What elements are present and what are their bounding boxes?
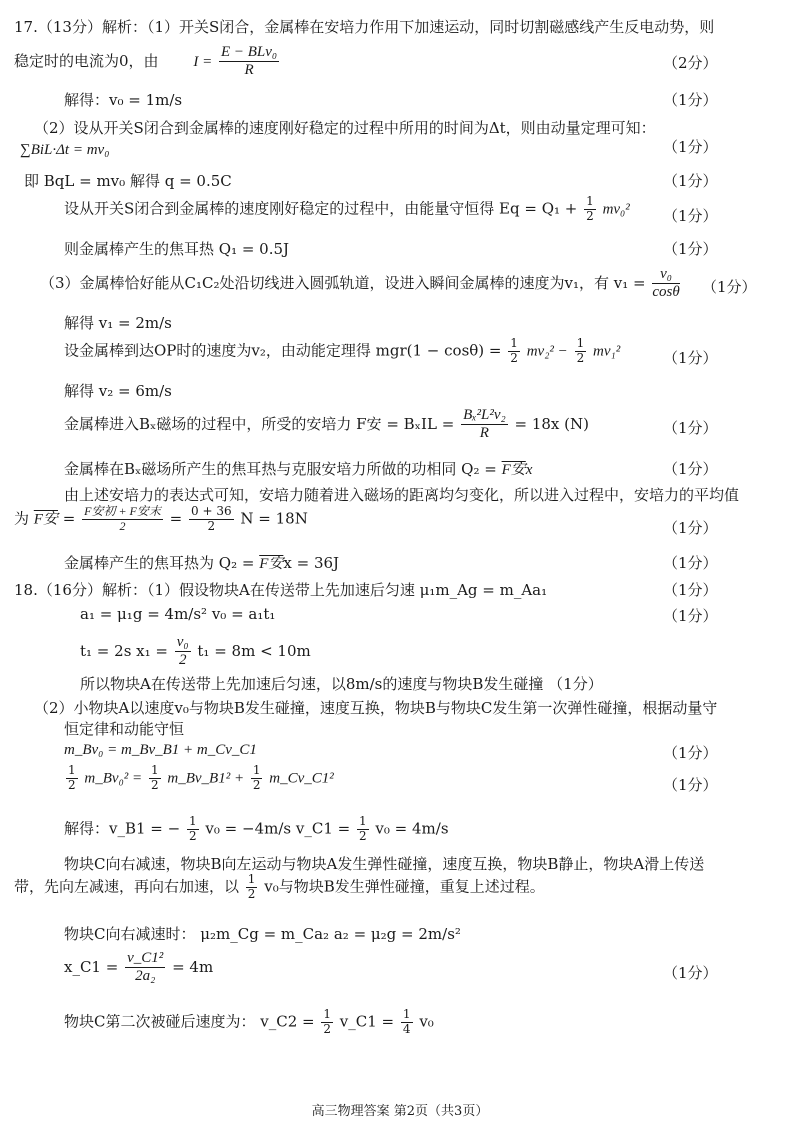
q17-line-2: 稳定时的电流为0，由 I = $\frac{\text{E − BLv₀}}{R}$ bbox=[14, 44, 278, 79]
q17-line-9: （3）金属棒恰好能从C₁C₂处沿切线进入圆弧轨道，设进入瞬间金属棒的速度为v₁，有 v₁ = $\frac{\text{v₀}}{\cos\theta}$ bbox=[40, 266, 680, 301]
q17-line-15: 由上述安培力的表达式可知，安培力随着进入磁场的距离均匀变化，所以进入过程中，安培力的平均值 bbox=[64, 486, 740, 504]
q18-line-12: 物块C向右减速时： μ₂m_Cg = m_Ca₂ a₂ = μ₂g = 2m/s² bbox=[64, 925, 461, 943]
q17-line-12: 解得 v₂ = 6m/s bbox=[64, 382, 172, 400]
score: （1分） bbox=[663, 581, 718, 599]
score: （1分） bbox=[663, 744, 718, 762]
score: （1分） bbox=[663, 554, 718, 572]
current-fraction: $\frac{\text{E − BLv₀}}{R}$ bbox=[220, 44, 278, 79]
q17-line-16: 为 F安 = $\frac{\text{F安初 + F安末}}{2}$ = $\frac{0 + 36}{2}$ N = 18N bbox=[14, 504, 308, 533]
score: （1分） bbox=[663, 419, 718, 437]
q17-line-4: （2）设从开关S闭合到金属棒的速度刚好稳定的过程中所用的时间为Δt，则由动量定理可知： bbox=[34, 119, 656, 137]
q18-line-1: 18.（16分）解析：（1）假设物块A在传送带上先加速后匀速 μ₁m_Ag = m_Aa₁ bbox=[14, 581, 548, 599]
page-footer: 高三物理答案 第2页（共3页） bbox=[311, 1104, 489, 1119]
score: （1分） bbox=[663, 349, 718, 367]
score: （1分） bbox=[663, 240, 718, 258]
q18-line-2: a₁ = μ₁g = 4m/s² v₀ = a₁t₁ bbox=[80, 605, 276, 623]
q17-line-8: 则金属棒产生的焦耳热 Q₁ = 0.5J bbox=[64, 240, 290, 258]
score: （1分） bbox=[663, 519, 718, 537]
score: （1分） bbox=[663, 172, 718, 190]
score: （1分） bbox=[663, 460, 718, 478]
q17-line-13: 金属棒进入Bₓ磁场的过程中，所受的安培力 F安 = BₓIL = $\frac{\text{Bₓ²L²v₂}}{R}$ = 18x (N) bbox=[64, 407, 589, 442]
q18-line-10: 物块C向右减速，物块B向左运动与物块A发生弹性碰撞，速度互换，物块B静止，物块A滑上传送 bbox=[64, 855, 705, 873]
q18-line-14: 物块C第二次被碰后速度为： v_C2 = $\frac{1}{2}$ v_C1 = $\frac{1}{4}$ v₀ bbox=[64, 1007, 434, 1036]
score: （1分） bbox=[663, 776, 718, 794]
score: （1分） bbox=[663, 138, 718, 156]
q18-line-6: 恒定律和动能守恒 bbox=[64, 720, 185, 738]
q17-line-7: 设从开关S闭合到金属棒的速度刚好稳定的过程中，由能量守恒得 Eq = Q₁ + $\frac{1}{2}$ mv₀² bbox=[64, 194, 630, 223]
q17-line-10: 解得 v₁ = 2m/s bbox=[64, 314, 172, 332]
q18-line-4: 所以物块A在传送带上先加速后匀速，以8m/s的速度与物块B发生碰撞 （1分） bbox=[80, 675, 603, 693]
score: （1分） bbox=[702, 278, 757, 296]
score: （1分） bbox=[663, 964, 718, 982]
q17-line-3: 解得：v₀ = 1m/s bbox=[64, 91, 183, 109]
q17-line-17: 金属棒产生的焦耳热为 Q₂ = F安x = 36J bbox=[64, 554, 340, 572]
score: （1分） bbox=[663, 207, 718, 225]
q18-line-9: 解得：v_B1 = − $\frac{1}{2}$ v₀ = −4m/s v_C1 = $\frac{1}{2}$ v₀ = 4m/s bbox=[64, 814, 449, 843]
q18-line-3: t₁ = 2s x₁ = $\frac{\text{v₀}}{2}$ t₁ = 8m < 10m bbox=[80, 634, 311, 669]
q18-line-5: （2）小物块A以速度v₀与物块B发生碰撞，速度互换，物块B与物块C发生第一次弹性碰撞，根据动量守 bbox=[34, 699, 718, 717]
q18-line-7: m_Bv₀ = m_Bv_B1 + m_Cv_C1 bbox=[64, 742, 257, 758]
q17-line-1: 17.（13分）解析：（1）开关S闭合，金属棒在安培力作用下加速运动，同时切割磁感线产生反电动势，则 bbox=[14, 18, 715, 36]
q18-line-13: x_C1 = $\frac{\text{v\_C1²}}{\text{2a₂}}$ = 4m bbox=[64, 950, 214, 985]
q17-line-5: ∑BiL·Δt = mv₀ bbox=[20, 142, 110, 158]
q18-line-11: 带，先向左减速，再向右加速，以 $\frac{1}{2}$ v₀与物块B发生弹性碰撞，重复上述过程。 bbox=[14, 872, 545, 901]
score: （1分） bbox=[663, 91, 718, 109]
q17-line-14: 金属棒在Bₓ磁场所产生的焦耳热与克服安培力所做的功相同 Q₂ = F安x bbox=[64, 460, 533, 478]
q17-line-11: 设金属棒到达OP时的速度为v₂，由动能定理得 mgr(1 − cosθ) = $\frac{1}{2}$ mv₂² − $\frac{1}{2}$ mv₁² bbox=[64, 336, 621, 365]
score: （2分） bbox=[663, 54, 718, 72]
q17-line-6: 即 BqL = mv₀ 解得 q = 0.5C bbox=[24, 172, 232, 190]
q18-line-8: $\frac{1}{2}$ m_Bv₀² = $\frac{1}{2}$ m_Bv_B1² + $\frac{1}{2}$ m_Cv_C1² bbox=[68, 763, 334, 792]
score: （1分） bbox=[663, 607, 718, 625]
